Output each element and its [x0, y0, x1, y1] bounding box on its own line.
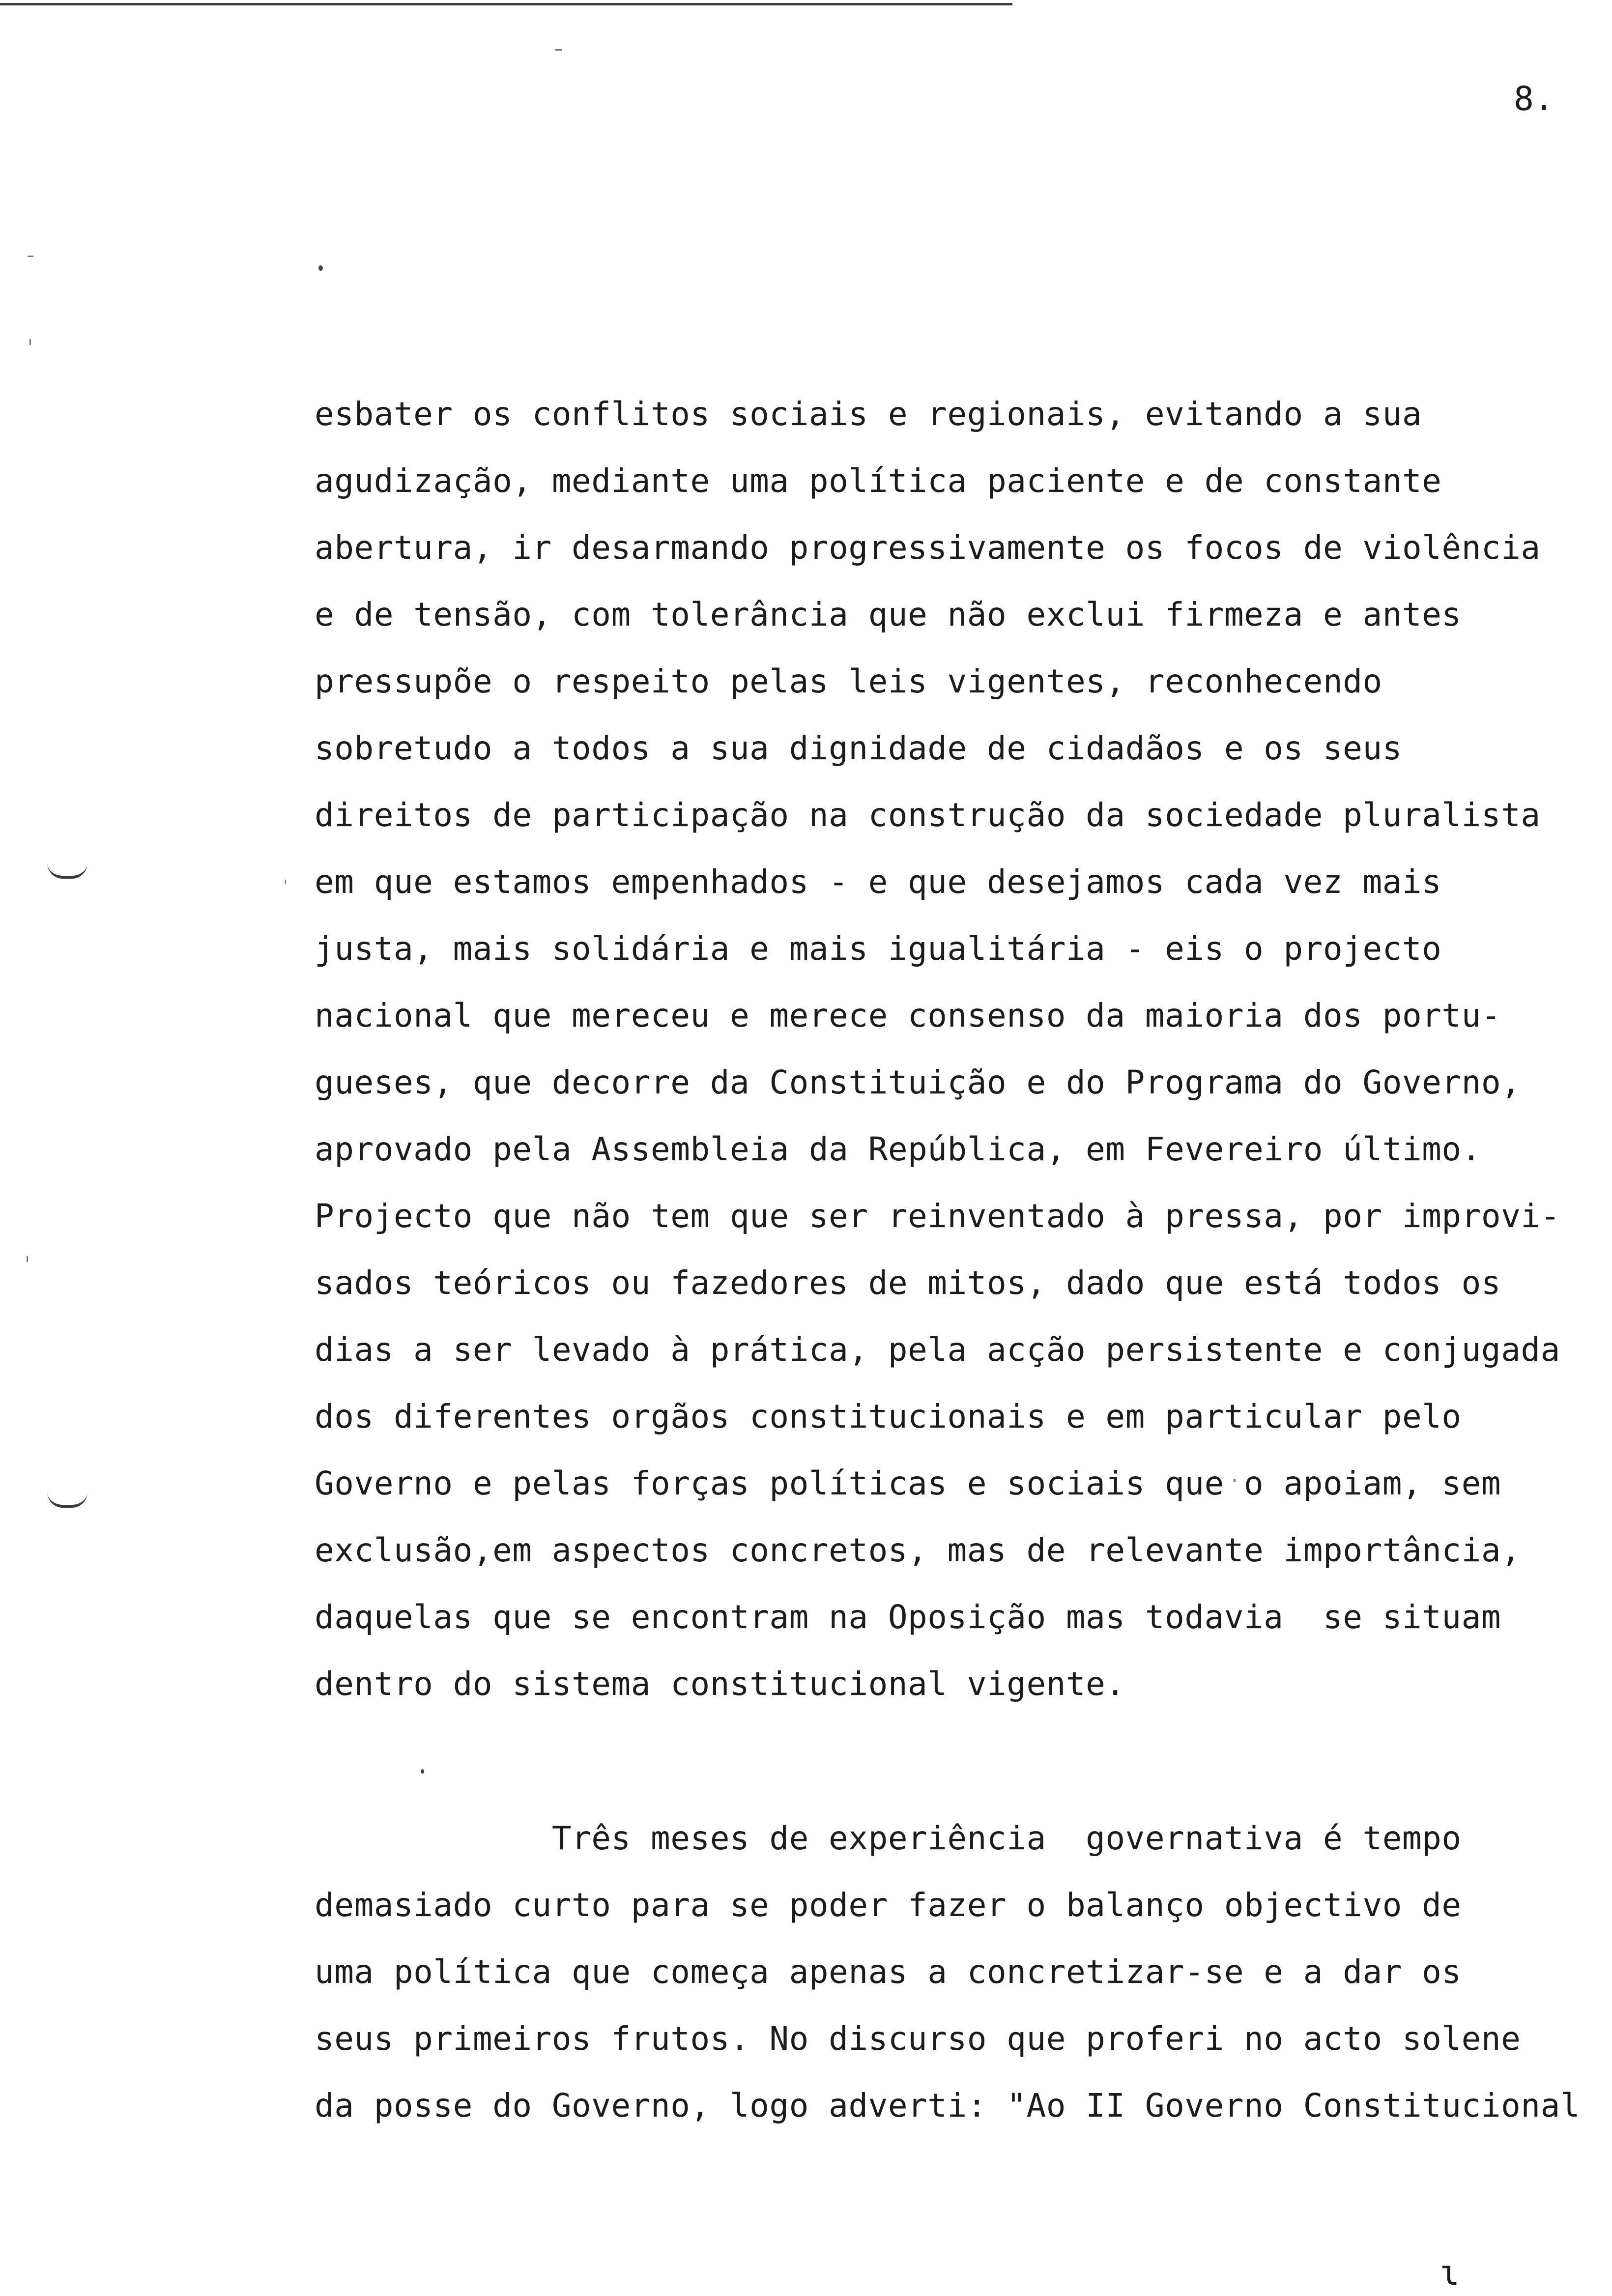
text-line: Governo e pelas forças políticas e sociais que o apoiam, sem [315, 1464, 1501, 1502]
scan-speck [27, 1256, 28, 1262]
text-line: abertura, ir desarmando progressivamente os focos de violência [315, 529, 1541, 567]
text-line: daquelas que se encontram na Oposição mas todavia se situam [315, 1598, 1501, 1636]
text-line: dos diferentes orgãos constitucionais e em particular pelo [315, 1398, 1462, 1435]
scan-speck [555, 49, 562, 51]
text-line: justa, mais solidária e mais igualitária - eis o projecto [315, 930, 1442, 968]
text-line: demasiado curto para se poder fazer o balanço objectivo de [315, 1886, 1462, 1924]
text-line: pressupõe o respeito pelas leis vigentes, reconhecendo [315, 662, 1382, 700]
text-line: e de tensão, com tolerância que não exclui firmeza e antes [315, 596, 1462, 633]
text-line: uma política que começa apenas a concretizar-se e a dar os [315, 1953, 1462, 1991]
margin-mark [47, 863, 87, 879]
scan-speck [29, 339, 31, 345]
text-line: da posse do Governo, logo adverti: "Ao II Governo Constitucional [315, 2087, 1581, 2124]
margin-mark [47, 1492, 87, 1508]
text-line: sobretudo a todos a sua dignidade de cidadãos e os seus [315, 729, 1402, 767]
text-line: seus primeiros frutos. No discurso que proferi no acto solene [315, 2020, 1521, 2058]
text-line: sados teóricos ou fazedores de mitos, dado que está todos os [315, 1264, 1501, 1302]
top-rule [0, 3, 1012, 5]
scan-speck [28, 256, 33, 257]
text-line: Três meses de experiência governativa é tempo [315, 1819, 1462, 1857]
text-line: dias a ser levado à prática, pela acção persistente e conjugada [315, 1331, 1560, 1369]
text-line: nacional que mereceu e merece consenso da maioria dos portu- [315, 997, 1501, 1034]
text-line: dentro do sistema constitucional vigente. [315, 1665, 1125, 1703]
text-line: esbater os conflitos sociais e regionais, evitando a sua [315, 395, 1422, 433]
text-line: em que estamos empenhados - e que desejamos cada vez mais [315, 863, 1442, 901]
text-line: Projecto que não tem que ser reinventado à pressa, por improvi- [315, 1197, 1560, 1235]
page-number: 8. [1514, 80, 1554, 118]
text-line: direitos de participação na construção da sociedade pluralista [315, 796, 1541, 834]
scan-speck [285, 880, 286, 884]
scan-speck [318, 265, 323, 271]
text-line: aprovado pela Assembleia da República, em Fevereiro último. [315, 1130, 1481, 1168]
text-line: gueses, que decorre da Constituição e do Programa do Governo, [315, 1063, 1521, 1101]
text-line: agudização, mediante uma política paciente e de constante [315, 462, 1442, 500]
corner-mark: ɩ [1439, 2253, 1460, 2293]
text-line: exclusão,em aspectos concretos, mas de relevante importância, [315, 1531, 1521, 1569]
scan-speck [421, 1769, 424, 1774]
